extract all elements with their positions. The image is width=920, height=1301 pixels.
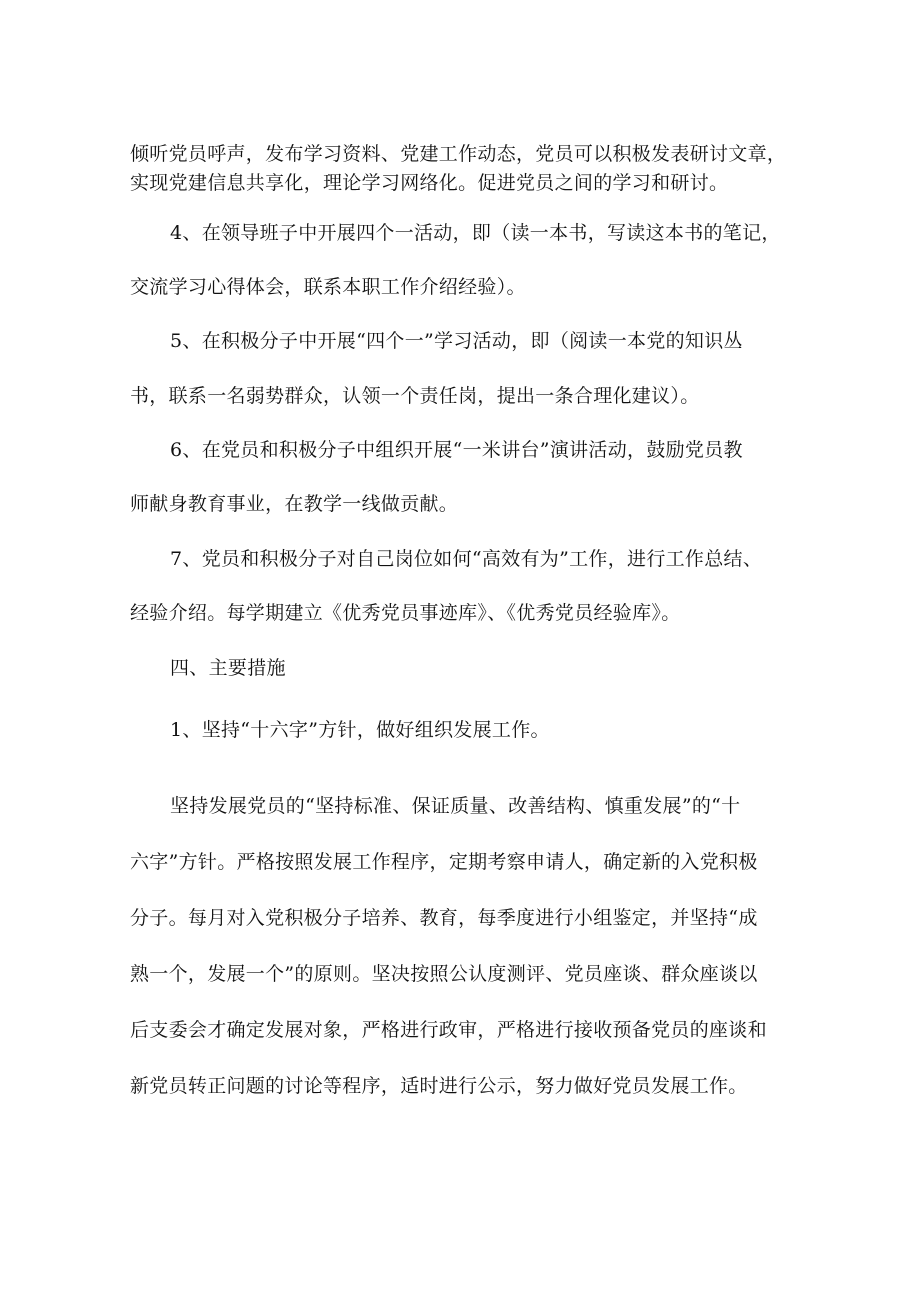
text-line: 实现党建信息共享化，理论学习网络化。促进党员之间的学习和研讨。 [130, 172, 729, 194]
list-item-5: 5、在积极分子中开展“四个一”学习活动，即（阅读一本党的知识丛 [170, 330, 743, 352]
list-item-4: 4、在领导班子中开展四个一活动，即（读一本书，写读这本书的笔记， [170, 222, 781, 244]
text-line: 师献身教育事业，在教学一线做贡献。 [130, 493, 459, 515]
text-line: 书，联系一名弱势群众，认领一个责任岗，提出一条合理化建议）。 [130, 385, 700, 407]
section-heading: 四、主要措施 [170, 657, 286, 679]
text-line: 熟一个，发展一个”的原则。坚决按照公认度测评、党员座谈、群众座谈以 [130, 963, 758, 985]
list-item-6: 6、在党员和积极分子中组织开展“一米讲台”演讲活动，鼓励党员教 [170, 439, 743, 461]
measure-heading: 1、坚持“十六字”方针，做好组织发展工作。 [170, 719, 550, 741]
text-line: 后支委会才确定发展对象，严格进行政审，严格进行接收预备党员的座谈和 [130, 1019, 767, 1041]
text-line: 分子。每月对入党积极分子培养、教育，每季度进行小组鉴定，并坚持“成 [130, 907, 758, 929]
text-line: 坚持发展党员的“坚持标准、保证质量、改善结构、慎重发展”的“十 [170, 795, 741, 817]
text-line: 倾听党员呼声，发布学习资料、党建工作动态，党员可以积极发表研讨文章， [130, 143, 787, 165]
text-line: 六字”方针。严格按照发展工作程序，定期考察申请人，确定新的入党积极 [130, 851, 758, 873]
text-line: 经验介绍。每学期建立《优秀党员事迹库》、《优秀党员经验库》。 [130, 602, 681, 624]
text-line: 交流学习心得体会，联系本职工作介绍经验）。 [130, 276, 526, 298]
list-item-7: 7、党员和积极分子对自己岗位如何“高效有为”工作，进行工作总结、 [170, 548, 763, 570]
text-line: 新党员转正问题的讨论等程序，适时进行公示，努力做好党员发展工作。 [130, 1075, 748, 1097]
